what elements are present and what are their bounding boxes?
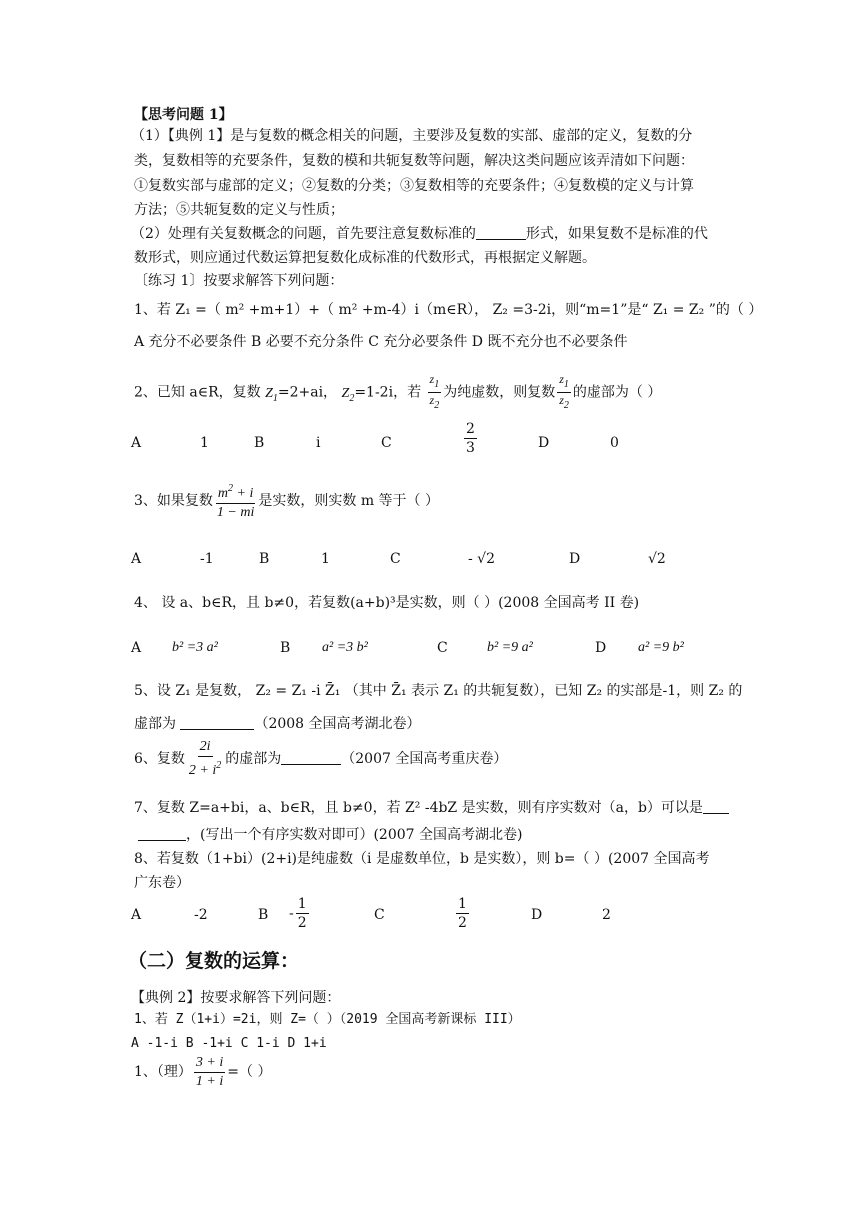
option-value: a² =3 b² [322, 640, 368, 655]
q5-text: （2008 全国高考湖北卷） [254, 716, 421, 732]
option-value: 2 [602, 907, 611, 923]
option-label: D [531, 907, 543, 923]
paragraph-line: （1）【典例 1】是与复数的概念相关的问题，主要涉及复数的实部、虚部的定义，复数的分 [131, 128, 693, 144]
fraction: $\frac{1}{2}$ [458, 896, 467, 931]
example-title: 【典例 2】按要求解答下列问题： [131, 990, 341, 1006]
question-1-options: A 充分不必要条件 B 必要不充分条件 C 充分必要条件 D 既不充分也不必要条件 [134, 334, 628, 350]
option-value: √2 [648, 551, 666, 567]
blank-line [138, 826, 186, 841]
fraction [464, 420, 477, 457]
section-title: 【思考问题 1】 [134, 107, 233, 123]
numerator: 2 [466, 421, 475, 437]
blank-line [703, 799, 729, 814]
question-8: 8、若复数（1+bi）(2+i)是纯虚数（i 是虚数单位，b 是实数），则 b=（ ）(2007 全国高考 [134, 851, 710, 867]
section-heading: （二）复数的运算： [128, 950, 300, 972]
q7-text: 7、复数 Z=a+bi，a、b∈R，且 b≠0，若 Z² -4bZ 是实数，则有序实数对（a，b）可以是 [134, 800, 703, 816]
option-value: - √2 [468, 551, 496, 567]
option-value: -1 [200, 551, 214, 567]
z2-symbol: $Z_2$ [341, 385, 355, 404]
option-label: D [595, 640, 607, 656]
fraction-expression: $\frac{m^2 + i}{1 - mi}$ [215, 480, 256, 522]
option-label: C [437, 640, 448, 656]
fraction-z1-over-z2: $\frac{z_1}{z_2}$ [559, 372, 569, 411]
option-label: B [259, 551, 270, 567]
q2-text: 为纯虚数，则复数 [443, 384, 556, 401]
question-1: 1、若 Z₁ =（ m² +m+1）+（ m² +m-4）i（m∈R）， Z₂ =3-2i，则“m=1”是“ Z₁ = Z₂ ”的（ ） [134, 302, 763, 318]
option-label: C [374, 907, 385, 923]
q-text: 1、（理） [134, 1064, 192, 1080]
option-value: -2 [194, 907, 208, 923]
question-4: 4、 设 a、b∈R，且 b≠0，若复数(a+b)³是实数，则（ ）(2008 全国高考 II 卷) [134, 595, 640, 611]
option-label: A [131, 640, 142, 656]
option-value: 0 [610, 435, 619, 451]
option-label: C [390, 551, 401, 567]
paragraph-line [131, 224, 708, 244]
fraction-z1-over-z2: $\frac{z_1}{z_2}$ [429, 372, 440, 411]
practice-title: 〔练习 1〕按要求解答下列问题： [134, 273, 344, 289]
option-value: b² =9 a² [487, 640, 533, 655]
q5-text: 虚部为 [134, 716, 176, 732]
q6-text: 6、复数 [134, 751, 185, 767]
z1-symbol: $Z_1$ [265, 385, 278, 404]
option-label: D [569, 551, 581, 567]
paragraph-line: 数形式，则应通过代数运算把复数化成标准的代数形式，再根据定义解题。 [134, 250, 596, 266]
question-5-line2 [134, 714, 421, 734]
option-value-fraction [462, 420, 479, 457]
option-label: A [131, 435, 142, 451]
blank-line [476, 225, 526, 240]
blank-line [281, 750, 341, 765]
q3-text: 是实数，则实数 m 等于（ ） [258, 493, 440, 509]
option-label: B [280, 640, 291, 656]
paragraph-line: 类，复数相等的充要条件，复数的模和共轭复数等问题，解决这类问题应该弄清如下问题： [134, 153, 694, 169]
blank-line [180, 715, 254, 730]
q2-text: 2、已知 a∈R，复数 [134, 384, 261, 401]
q7-text: ，(写出一个有序实数对即可）(2007 全国高考湖北卷) [186, 827, 523, 843]
q3-text: 3、如果复数 [134, 493, 213, 509]
example-question-1-options: A -1-i B -1+i C 1-i D 1+i [131, 1036, 327, 1051]
example-question-2 [134, 1052, 271, 1092]
option-value: 1 [321, 551, 330, 567]
option-label: A [131, 907, 142, 923]
option-label: D [538, 435, 550, 451]
fraction-expression: $\frac{2i}{2 + i^2}$ [188, 739, 222, 778]
option-label: B [254, 435, 265, 451]
q2-text: =1-2i，若 [354, 384, 422, 401]
q2-text: =2+ai， [277, 384, 338, 401]
denominator: 3 [466, 440, 475, 456]
option-label: A [131, 551, 142, 567]
question-7 [134, 798, 729, 818]
q-text: =（ ） [227, 1064, 272, 1080]
option-value: a² =9 b² [638, 640, 684, 655]
q6-text: （2007 全国高考重庆卷） [341, 751, 508, 767]
question-3 [134, 480, 439, 522]
option-value: 1 [200, 435, 209, 451]
question-5: 5、设 Z₁ 是复数， Z₂ = Z₁ -i Z̄₁ （其中 Z̄₁ 表示 Z₁ 的共轭复数），已知 Z₂ 的实部是-1，则 Z₂ 的 [134, 683, 743, 699]
fraction: $\frac{1}{2}$ [297, 896, 307, 931]
question-2 [134, 372, 661, 417]
option-value: i [316, 435, 321, 451]
paragraph-line: 方法；⑤共轭复数的定义与性质； [134, 202, 344, 218]
option-label: C [381, 435, 392, 451]
q2-text: 的虚部为（ ） [572, 384, 662, 401]
q6-text: 的虚部为 [225, 751, 282, 767]
example-question-1: 1、若 Z（1+i）=2i，则 Z=（ ）（2019 全国高考新课标 III） [134, 1012, 521, 1027]
option-label: B [258, 907, 269, 923]
paragraph-text: 形式，如果复数不是标准的代 [525, 226, 708, 242]
option-value-fraction: - $\frac{1}{2}$ [289, 896, 307, 931]
question-6 [134, 738, 507, 780]
option-value-fraction [454, 895, 471, 932]
question-7-line2 [134, 825, 522, 845]
paragraph-line: ①复数实部与虚部的定义；②复数的分类；③复数相等的充要条件；④复数模的定义与计算 [134, 178, 694, 194]
question-8-line2: 广东卷） [134, 875, 190, 891]
paragraph-text: （2）处理有关复数概念的问题，首先要注意复数标准的 [131, 226, 476, 242]
option-value: b² =3 a² [172, 640, 218, 655]
fraction-expression: $\frac{3 + i}{1 + i}$ [195, 1054, 224, 1089]
